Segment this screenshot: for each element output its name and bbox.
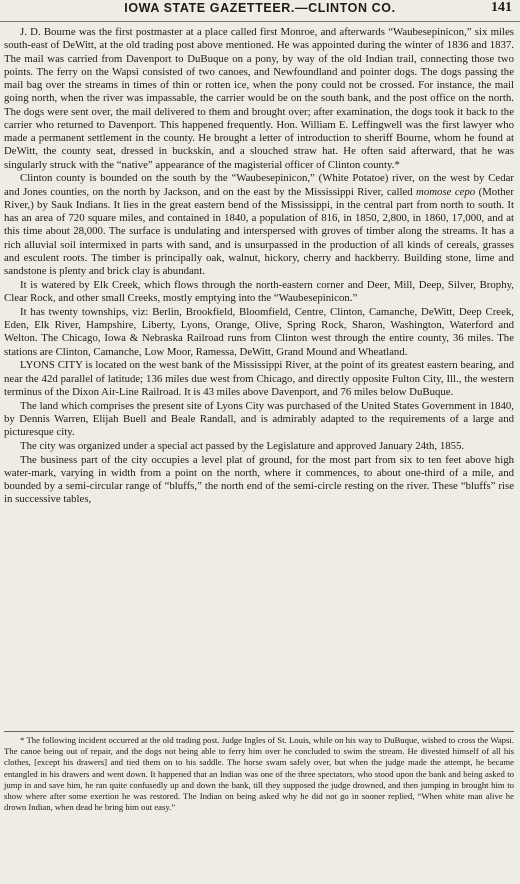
sauk-term-italic: momose cepo xyxy=(416,185,476,198)
body-text xyxy=(4,26,514,507)
footnote xyxy=(4,735,514,813)
paragraph-business-part: The business part of the city occupies a level plat of ground, for the most part from six to ten feet above high water-mark, varying in width from a point on the north, where it commences, to about one-third of a mile, and bounded by a semi-circular range of “bluffs,” the north end of the semi-circle resting on the river. These “bluffs” rise in successive tables, xyxy=(4,453,514,506)
footnote-rule xyxy=(4,731,514,732)
running-head-title: IOWA STATE GAZETTEER.—CLINTON CO. xyxy=(124,1,396,15)
paragraph-watered-by: It is watered by Elk Creek, which flows through the north-eastern corner and Deer, Mill, Deep, Silver, Brophy, Clear Rock, and other small Creeks, mostly emptying into the “Waubesepinicon.” xyxy=(4,278,514,304)
paragraph-city-organized: The city was organized under a special act passed by the Legislature and approved January 24th, 1855. xyxy=(20,439,465,452)
page-number: 141 xyxy=(491,0,512,15)
paragraph-bourne-postmaster: J. D. Bourne was the first postmaster at a place called first Monroe, and afterwards “Waubesepinicon,” six miles south-east of DeWitt, at the old trading post above mentioned. He was appointed during the winter of 1836 and 1837. The mail was carried from Davenport to DuBuque on a pony, by way of the old Indian trail, connecting those two points. The ferry on the Wapsi consisted of two canoes, and Newfoundland and pointer dogs. The dogs passing the mail bag over the streams in times of thin or rotten ice, when the pony could not be crossed. For instance, the mail going north, when the river was impassable, the carrier would be on the south bank, and the post office on the north. The dogs were sent over, the mail delivered to them and brought over; after examination, the dogs took it back to the carrier who returned to Davenport. This happened frequently. Hon. William E. Leffingwell was the first lawyer who made a permanent settlement in the county. He brought a letter of introduction to sheriff Bourne, whom he found at DeWitt, the county seat, dressed in buckskin, and a slouched straw hat. He often said afterward, that he was singularly struck with the “native” appearance of the magisterial officer of Clinton county.* xyxy=(4,26,514,171)
header-rule xyxy=(0,21,520,22)
paragraph-townships: It has twenty townships, viz: Berlin, Brookfield, Bloomfield, Centre, Clinton, Camanche, DeWitt, Deep Creek, Eden, Elk River, Hampshire, Liberty, Lyons, Orange, Olive, Spring Rock, Sharon, Washington, Waterford and Welton. The Chicago, Iowa & Nebraska Railroad runs from Clinton west through the entire county, 36 miles. The stations are Clinton, Camanche, Low Moor, Ramessa, DeWitt, Grand Mound and Wheatland. xyxy=(4,305,514,358)
paragraph-land-purchase: The land which comprises the present site of Lyons City was purchased of the United States Government in 1840, by Dennis Warren, Elijah Buell and Beale Randall, and is admirably adapted to the requirements of a large and picturesque city. xyxy=(4,399,514,438)
paragraph-county-boundaries: Clinton county is bounded on the south by the “Waubesepinicon,” (White Potatoe) river, on the west by Cedar and Jones counties, on the north by Jackson, and on the east by the Mississippi River, called momose cepo (Mother River,) by Sauk Indians. It lies in the great eastern bend of the Mississippi, in the central part from north to south. It has an area of 720 square miles, and contained in 1840, a population of 816, in 1850, 2,800, in 1860, 17,000, and at this time about 28,000. The surface is undulating and interspersed with groves of timber along the streams. It has a rich alluvial soil intermixed in parts with sand, and is unsurpassed in the production of all kinds of cereals, grasses and esculent roots. The timber is principally oak, walnut, hickory, cherry and hackberry. Building stone, lime and sandstone is plenty and brick clay is abundant. xyxy=(4,172,514,277)
footnote-text: * The following incident occurred at the old trading post. Judge Ingles of St. Louis, while on his way to DuBuque, wished to cross the Wapsi. The canoe being out of repair, and the dogs not being able to ferry him over he concluded to swim the stream. He divested himself of all his clothes, [except his drawers] and tied them on to his saddle. The horse swam safely over, but when the judge made the attempt, he became entangled in his drawers and went down. It happened that an Indian was one of the three spectators, who stood upon the bank and being asked to jump in and save him, he ran quite confusedly up and down the bank, till they supposed the judge drowned, and then jumping in brought him to show where after some exertion he was restored. The Indian on being asked why he did not go in sooner replied, “When white man alive he drown Indian, when dead he bring him out easy.” xyxy=(4,735,514,813)
running-head xyxy=(0,0,520,22)
paragraph-lyons-city: LYONS CITY is located on the west bank of the Mississippi River, at the point of its greatest eastern bearing, and near the 42d parallel of latitude; 136 miles due west from Chicago, and directly opposite Fulton City, Ill., the western terminus of the Dixon Air-Line Railroad. It is 43 miles above Davenport, and 76 miles below DuBuque. xyxy=(4,359,514,398)
